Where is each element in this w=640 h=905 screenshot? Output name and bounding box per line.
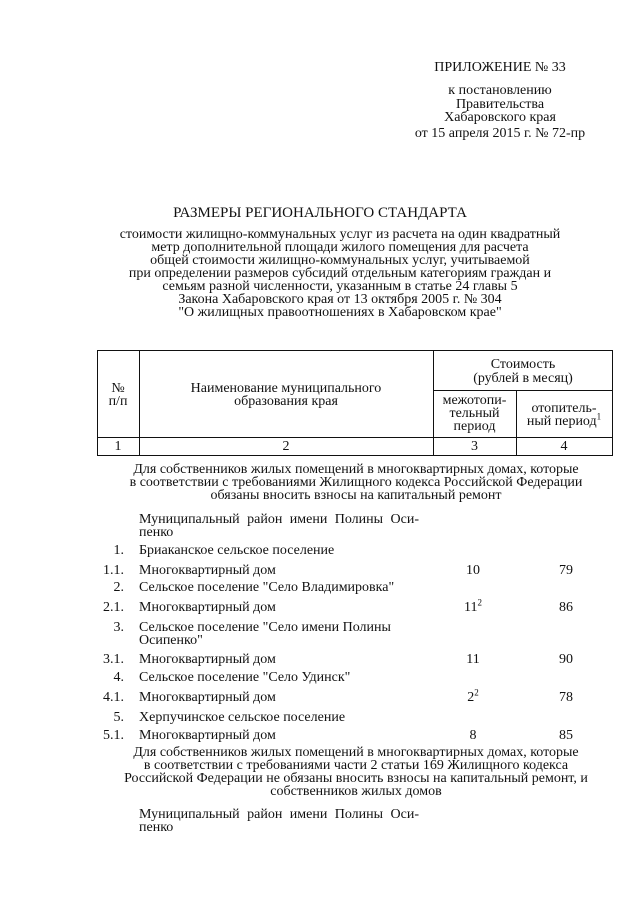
subtitle-line: "О жилищных правоотношениях в Хабаровском крае" [178,305,502,320]
header-period1-label: тельный [449,406,500,421]
row-number: 2.1. [103,600,124,615]
table-border-header-bottom [97,437,613,438]
row-name: Херпучинское сельское поселение [139,710,346,725]
row-name: Сельское поселение "Село Владимировка" [139,580,395,595]
row-name: Многоквартирный дом [139,690,276,705]
section-heading-line: Для собственников жилых помещений в многоквартирных домах, которые [133,462,579,477]
appendix-ref-line: к постановлению [448,83,552,98]
header-num-label: № [111,381,125,396]
row-name: Многоквартирный дом [139,652,276,667]
header-period2-text: ный период [526,414,597,429]
appendix-date: от 15 апреля 2015 г. № 72-пр [414,126,586,141]
subtitle-line: при определении размеров субсидий отдельным категориям граждан и [128,266,552,281]
row-value-interheating [433,597,513,615]
district-name: пенко [139,525,174,540]
row-name: Многоквартирный дом [139,728,276,743]
column-number: 2 [282,439,290,454]
subtitle-line: общей стоимости жилищно-коммунальных услуг, учитываемой [150,253,530,268]
row-value-interheating [433,728,513,743]
section-heading-line: в соответствии с требованиями части 2 статьи 169 Жилищного кодекса [143,758,569,773]
row-number: 5. [113,710,124,725]
row-number: 3. [113,620,124,635]
row-value-heating: 90 [559,652,573,667]
row-value-heating: 78 [559,690,573,705]
header-cost-label: (рублей в месяц) [473,371,573,386]
district-name: Муниципальный район имени Полины Оси- [139,512,419,527]
table-border-top [97,350,613,351]
appendix-ref-line: Хабаровского края [444,110,556,125]
row-number: 3.1. [103,652,124,667]
header-period2-label [516,411,612,429]
row-number: 4.1. [103,690,124,705]
row-number: 1.1. [103,563,124,578]
value: 10 [466,563,480,578]
document-title: РАЗМЕРЫ РЕГИОНАЛЬНОГО СТАНДАРТА [173,205,467,221]
column-number: 4 [560,439,568,454]
row-number: 5.1. [103,728,124,743]
table-border-bottom [97,455,613,456]
appendix-ref-line: Правительства [455,97,545,112]
row-value-interheating [433,687,513,705]
footnote-marker: 2 [474,687,479,698]
section-heading-line: Для собственников жилых помещений в многоквартирных домах, которые [133,745,579,760]
header-period2-label: отопитель- [531,401,597,416]
table-border-mid [433,390,613,391]
row-name: Бриаканское сельское поселение [139,543,335,558]
value: 11 [466,652,480,667]
header-period1-label: период [453,419,496,434]
row-value-heating: 79 [559,563,573,578]
district-name: пенко [139,820,174,835]
value: 11 [464,600,478,615]
header-period1-label: межотопи- [442,393,507,408]
row-name: Осипенко" [139,633,203,648]
row-name: Многоквартирный дом [139,600,276,615]
value: 8 [469,728,477,743]
row-value-interheating [433,652,513,667]
section-heading-line: собственников жилых домов [270,784,442,799]
column-number: 3 [471,439,478,454]
header-name-label: образования края [234,394,338,409]
header-name-label: Наименование муниципального [190,381,382,396]
value: 2 [467,690,475,705]
row-value-heating: 85 [559,728,573,743]
row-number: 4. [113,670,124,685]
section-heading-line: в соответствии с требованиями Жилищного кодекса Российской Федерации [129,475,583,490]
column-number: 1 [114,439,122,454]
footnote-marker: 2 [477,597,482,608]
subtitle-line: Закона Хабаровского края от 13 октября 2005 г. № 304 [178,292,502,307]
row-number: 1. [113,543,124,558]
section-heading-line: обязаны вносить взносы на капитальный ремонт [210,488,502,503]
row-name: Многоквартирный дом [139,563,276,578]
subtitle-line: метр дополнительной площади жилого помещения для расчета [151,240,529,255]
row-value-heating: 86 [559,600,573,615]
header-num-label: п/п [108,394,128,409]
header-cost-label: Стоимость [490,357,556,372]
subtitle-line: семьям разной численности, указанным в статье 24 главы 5 [162,279,518,294]
section-heading-line: Российской Федерации не обязаны вносить взносы на капитальный ремонт, и [124,771,588,786]
footnote-marker: 1 [596,411,602,422]
appendix-number: ПРИЛОЖЕНИЕ № 33 [434,60,566,75]
row-name: Сельское поселение "Село Удинск" [139,670,351,685]
row-name: Сельское поселение "Село имени Полины [139,620,391,635]
row-number: 2. [113,580,124,595]
subtitle-line: стоимости жилищно-коммунальных услуг из расчета на один квадратный [119,227,561,242]
district-name: Муниципальный район имени Полины Оси- [139,807,419,822]
row-value-interheating [433,563,513,578]
